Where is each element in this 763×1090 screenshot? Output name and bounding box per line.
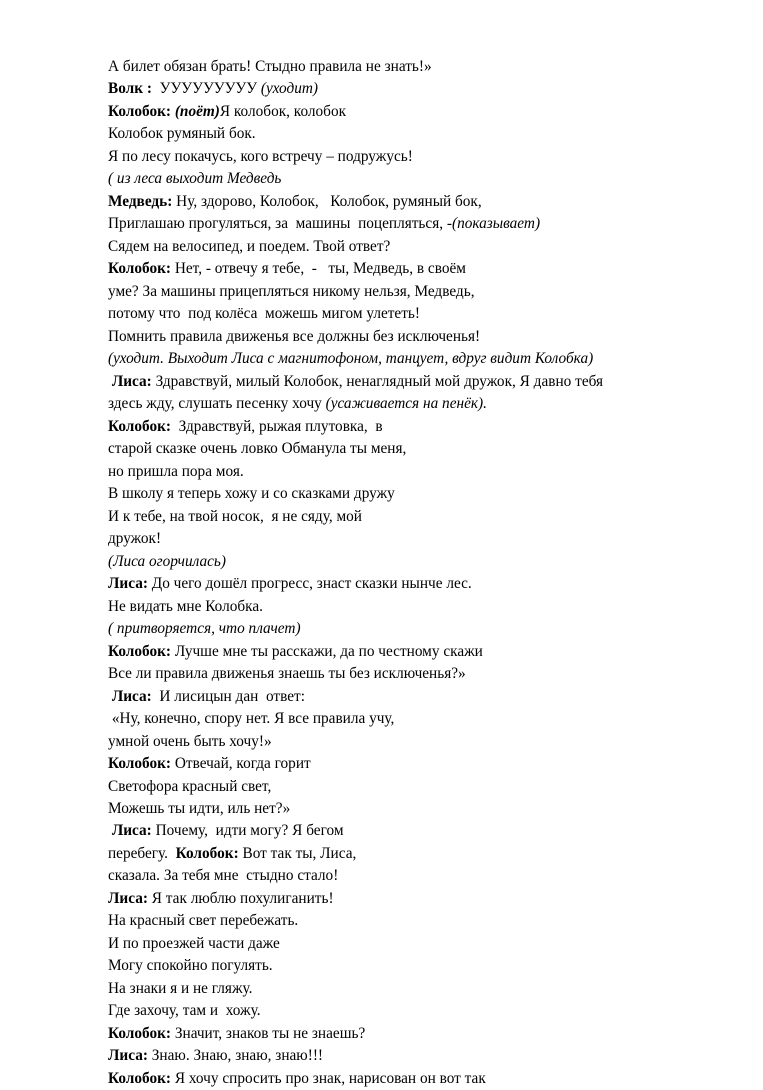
text-run: На красный свет перебежать. — [108, 912, 299, 930]
document-line — [108, 708, 703, 730]
text-run: Здравствуй, рыжая плутовка, в — [171, 417, 383, 435]
text-run: Здравствуй, милый Колобок, ненаглядный мой дружок, Я давно тебя — [151, 372, 604, 390]
text-run: Лиса: — [108, 687, 152, 705]
document-line — [108, 528, 703, 550]
document-line — [108, 303, 703, 325]
text-run: И к тебе, на твой носок, я не сяду, мой — [108, 507, 362, 525]
text-run: Колобок: — [108, 642, 172, 660]
document-line — [108, 393, 703, 415]
text-run: Я по лесу покачусь, кого встречу – подружусь! — [108, 147, 413, 165]
document-line — [108, 146, 703, 168]
document-line — [108, 843, 703, 865]
document-line — [108, 820, 703, 842]
text-run: ( из леса выходит Медведь — [108, 170, 282, 188]
document-line — [108, 798, 703, 820]
text-run: потому что под колёса можешь мигом улететь! — [108, 305, 420, 323]
document-line — [108, 1023, 703, 1045]
text-run: Лиса: — [108, 575, 148, 593]
text-run: И лисицын дан ответ: — [151, 687, 305, 705]
document-line — [108, 168, 703, 190]
document-line — [108, 236, 703, 258]
document-line — [108, 978, 703, 1000]
text-run: Могу спокойно погулять. — [108, 957, 273, 975]
document-line — [108, 955, 703, 977]
document-line — [108, 596, 703, 618]
text-run: Колобок: — [108, 755, 172, 773]
text-run: На знаки я и не гляжу. — [108, 979, 253, 997]
text-run: Лиса: — [108, 372, 152, 390]
document-line — [108, 551, 703, 573]
text-run: здесь жду, слушать песенку хочу — [108, 395, 326, 413]
document-line — [108, 416, 703, 438]
text-run: Лучше мне ты расскажи, да по честному скажи — [171, 642, 483, 660]
document-line — [108, 776, 703, 798]
text-run: (Лиса огорчилась) — [108, 552, 226, 570]
document-line — [108, 910, 703, 932]
text-run: В школу я теперь хожу и со сказками дружу — [108, 485, 395, 503]
document-line — [108, 213, 703, 235]
text-run: Приглашаю прогуляться, за машины поцепляться, - — [108, 215, 452, 233]
document-line — [108, 371, 703, 393]
document-line — [108, 618, 703, 640]
document-line — [108, 461, 703, 483]
document-line — [108, 663, 703, 685]
document-line — [108, 56, 703, 78]
text-run: И по проезжей части даже — [108, 934, 280, 952]
text-run: УУУУУУУУУ — [151, 80, 261, 98]
document-text-body — [108, 56, 703, 1090]
text-run: Можешь ты идти, иль нет?» — [108, 799, 291, 817]
text-run: Нет, - отвечу я тебе, - ты, Медведь, в своём — [171, 260, 466, 278]
document-line — [108, 78, 703, 100]
text-run: уме? За машины прицепляться никому нельзя, Медведь, — [108, 282, 475, 300]
text-run: дружок! — [108, 530, 162, 548]
text-run: Сядем на велосипед, и поедем. Твой ответ? — [108, 237, 391, 255]
text-run: Значит, знаков ты не знаешь? — [171, 1024, 366, 1042]
text-run: (усаживается на пенёк). — [325, 395, 487, 413]
document-line — [108, 281, 703, 303]
text-run: сказала. За тебя мне стыдно стало! — [108, 867, 339, 885]
text-run: Где захочу, там и хожу. — [108, 1002, 261, 1020]
text-run: Светофора красный свет, — [108, 777, 272, 795]
document-line — [108, 123, 703, 145]
text-run: (уходит. Выходит Лиса с магнитофоном, танцует, вдруг видит Колобка) — [108, 350, 594, 368]
document-line — [108, 101, 703, 123]
document-line — [108, 753, 703, 775]
text-run: Колобок: — [108, 102, 172, 120]
text-run: умной очень быть хочу!» — [108, 732, 272, 750]
document-line — [108, 1068, 703, 1090]
text-run: До чего дошёл прогресс, знаст сказки нынче лес. — [147, 575, 472, 593]
document-line — [108, 506, 703, 528]
text-run: Колобок: — [108, 1024, 172, 1042]
text-run: Отвечай, когда горит — [171, 755, 311, 773]
document-line — [108, 438, 703, 460]
document-line — [108, 1000, 703, 1022]
text-run: но пришла пора моя. — [108, 462, 244, 480]
text-run: Колобок румяный бок. — [108, 125, 256, 143]
text-run: Почему, идти могу? Я бегом — [151, 822, 344, 840]
document-line — [108, 933, 703, 955]
text-run: Волк : — [108, 80, 152, 98]
text-run: «Ну, конечно, спору нет. Я все правила учу, — [108, 710, 395, 728]
text-run: Колобок: — [108, 417, 172, 435]
text-run: Не видать мне Колобка. — [108, 597, 263, 615]
text-run: Вот так ты, Лиса, — [238, 844, 357, 862]
text-run: (уходит) — [260, 80, 318, 98]
document-line — [108, 865, 703, 887]
text-run: перебегу. — [108, 844, 176, 862]
text-run: Лиса: — [108, 1047, 148, 1065]
text-run: Лиса: — [108, 889, 148, 907]
text-run: ( притворяется, что плачет) — [108, 620, 301, 638]
document-line — [108, 348, 703, 370]
document-line — [108, 686, 703, 708]
text-run: Я хочу спросить про знак, нарисован он вот так — [171, 1069, 486, 1087]
text-run: Знаю. Знаю, знаю, знаю!!! — [147, 1047, 324, 1065]
document-line — [108, 641, 703, 663]
document-line — [108, 483, 703, 505]
text-run: Все ли правила движенья знаешь ты без исключенья?» — [108, 665, 466, 683]
text-run: Колобок: — [108, 260, 172, 278]
text-run: (поёт) — [171, 102, 220, 120]
text-run: старой сказке очень ловко Обманула ты меня, — [108, 440, 407, 458]
document-line — [108, 888, 703, 910]
text-run: А билет обязан брать! Стыдно правила не знать!» — [108, 58, 432, 75]
text-run: Ну, здорово, Колобок, Колобок, румяный бок, — [172, 192, 482, 210]
text-run: Медведь: — [108, 192, 173, 210]
document-line — [108, 326, 703, 348]
document-line — [108, 573, 703, 595]
text-run: (показывает) — [451, 215, 541, 233]
text-run: Помнить правила движенья все должны без исключенья! — [108, 327, 481, 345]
text-run: Колобок: — [175, 844, 239, 862]
text-run: Лиса: — [108, 822, 152, 840]
document-line — [108, 191, 703, 213]
document-line — [108, 731, 703, 753]
document-line — [108, 258, 703, 280]
text-run: Я колобок, колобок — [219, 102, 347, 120]
text-run: Я так люблю похулиганить! — [147, 889, 334, 907]
document-line — [108, 1045, 703, 1067]
text-run: Колобок: — [108, 1069, 172, 1087]
